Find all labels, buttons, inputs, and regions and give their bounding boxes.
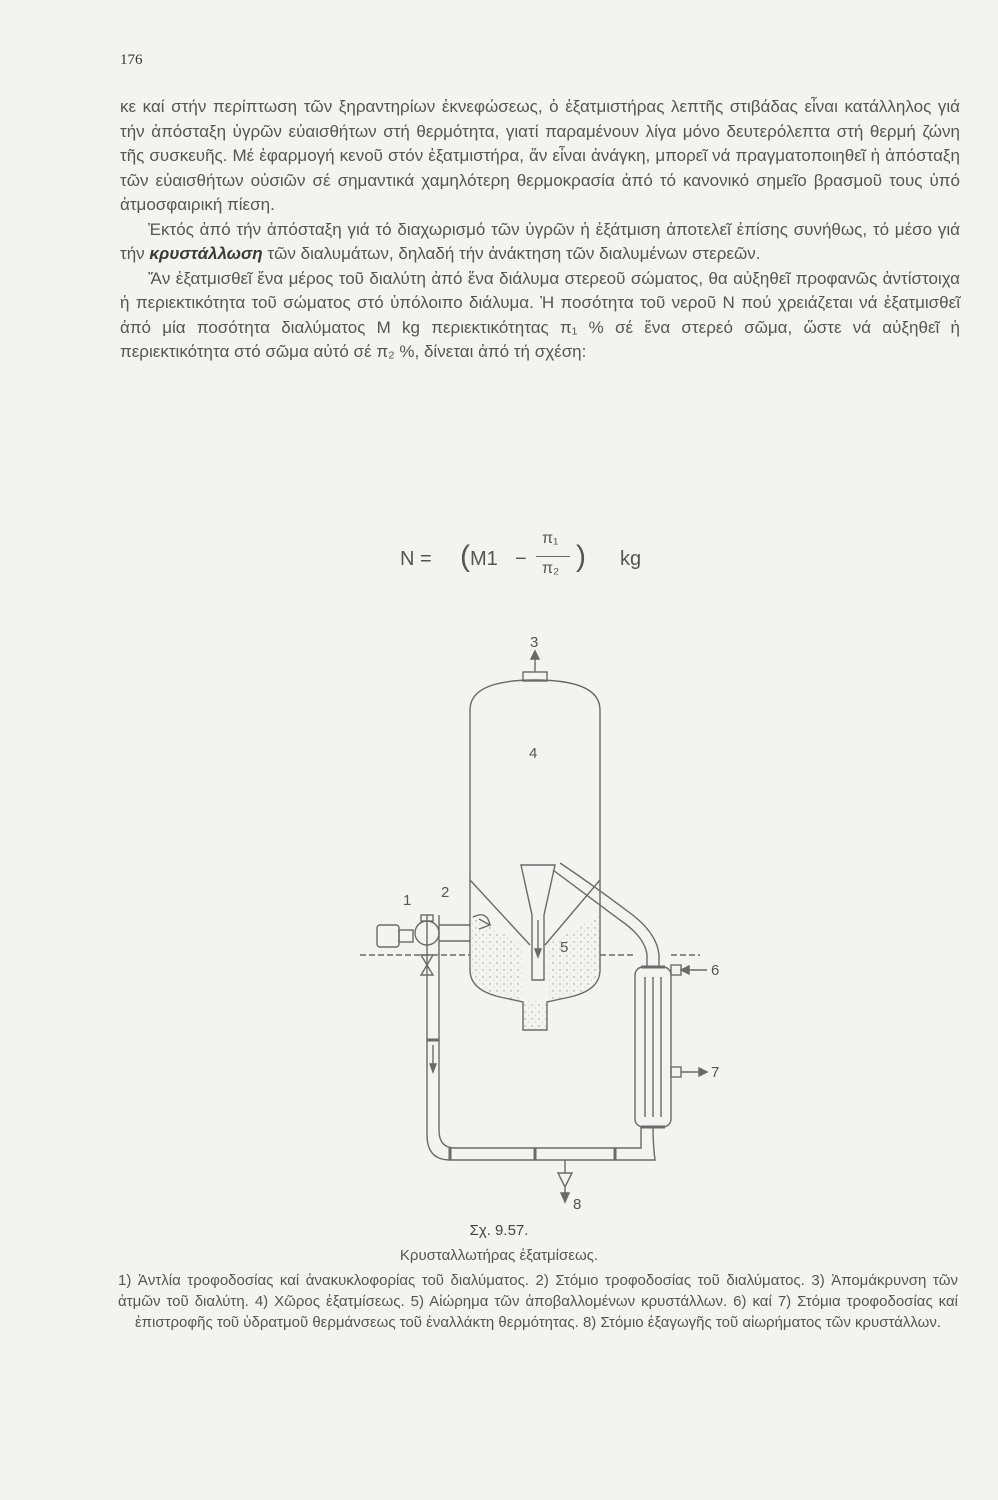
paragraph-2-before: Ἐκτός ἀπό τήν ἀπόσταξη γιά τό διαχωρισμό τῶν ὑγρῶν ἡ ἐξάτμιση ἀποτελεῖ ἐπίσης συνήθως, τό μέσο γιά τήν [120, 219, 960, 263]
figure-caption: 1) Ἀντλία τροφοδοσίας καί ἀνακυκλοφορίας τοῦ διαλύματος. 2) Στόμιο τροφοδοσίας τοῦ διαλύματος. 3) Ἀπομάκρυνση τῶν ἀτμῶν τοῦ διαλύτη. 4) Χῶρος ἐξατμίσεως. 5) Αἰώρημα τῶν ἀποβαλλομένων κρυστάλλων. 6) καί 7) Στόμια τροφοδοσίας καί ἐπιστροφῆς τοῦ ὑδρατμοῦ θερμάνσεως τοῦ ἐναλλάκτη θερμότητας. 8) Στόμιο ἐξαγωγῆς τοῦ αἰωρήματος τῶν κρυστάλλων. [118, 1272, 958, 1331]
formula-close-paren: ) [576, 540, 586, 573]
label-1: 1 [403, 892, 412, 909]
label-8: 8 [573, 1196, 582, 1213]
figure-title: Κρυσταλλωτήρας ἐξατμίσεως. [399, 1247, 599, 1264]
formula-minus: − [515, 548, 527, 570]
formula-unit: kg [620, 548, 642, 570]
crystallizer-diagram [355, 625, 755, 1215]
formula-numerator: π₁ [542, 530, 559, 547]
formula-m-term: M1 [470, 548, 498, 570]
label-3: 3 [530, 634, 539, 651]
formula-lhs: N = [400, 548, 432, 570]
bottom-pipe [427, 915, 655, 1160]
figure-label: Σχ. 9.57. [469, 1222, 529, 1239]
motor [377, 925, 399, 947]
paragraph-1: κε καί στήν περίπτωση τῶν ξηραντηρίων ἐκνεφώσεως, ὁ ἐξατμιστήρας λεπτῆς στιβάδας εἶναι κατάλληλος γιά τήν ἀπόσταξη ὑγρῶν εὐαισθήτων στή θερμότητα, γιατί παραμένουν λίγα μόνο δευτερόλεπτα στή θερμή ζώνη τῆς συσκευῆς. Μέ ἐφαρμογή κενοῦ στόν ἐξατμιστήρα, ἄν εἶναι ἀνάγκη, μπορεῖ νά πραγματοποιηθεῖ ἡ ἀπόσταξη τῶν εὐαισθήτων οὐσιῶν σέ σημαντικά χαμηλότερη θερμοκρασία ἀπό τό κανονικό σημεῖο βρασμοῦ τους ὑπό ἀτμοσφαιρική πίεση. [120, 97, 960, 214]
label-2: 2 [441, 884, 450, 901]
crystallization-term: κρυστάλλωση [149, 244, 263, 263]
label-5: 5 [560, 939, 569, 956]
label-4: 4 [529, 745, 538, 762]
formula [400, 530, 680, 590]
label-7: 7 [711, 1064, 720, 1081]
label-6: 6 [711, 962, 720, 979]
body-text [120, 95, 960, 365]
paragraph-2 [120, 218, 960, 267]
paragraph-2-after: τῶν διαλυμάτων, δηλαδή τήν ἀνάκτηση τῶν διαλυμένων στερεῶν. [262, 244, 761, 263]
crystal-suspension [471, 915, 599, 1030]
page-number: 176 [120, 52, 143, 68]
formula-open-paren: ( [460, 540, 470, 573]
formula-fraction-bar [536, 556, 570, 557]
formula-denominator: π₂ [542, 560, 560, 577]
paragraph-3: Ἄν ἐξατμισθεῖ ἕνα μέρος τοῦ διαλύτη ἀπό ἕνα διάλυμα στερεοῦ σώματος, θα αὐξηθεῖ προφανῶς ἀντίστοιχα ἡ περιεκτικότητα τοῦ σώματος στό ὑπόλοιπο διάλυμα. Ἡ ποσότητα τοῦ νεροῦ N πού χρειάζεται νά ἐξατμισθεῖ ἀπό μία ποσότητα διαλύματος M kg περιεκτικότητας π₁ % σέ ἕνα στερεό σῶμα, ὥστε νά αὐξηθεῖ ἡ περιεκτικότητα στό σῶμα αὐτό σέ π₂ %, δίνεται ἀπό τή σχέση: [120, 268, 960, 361]
